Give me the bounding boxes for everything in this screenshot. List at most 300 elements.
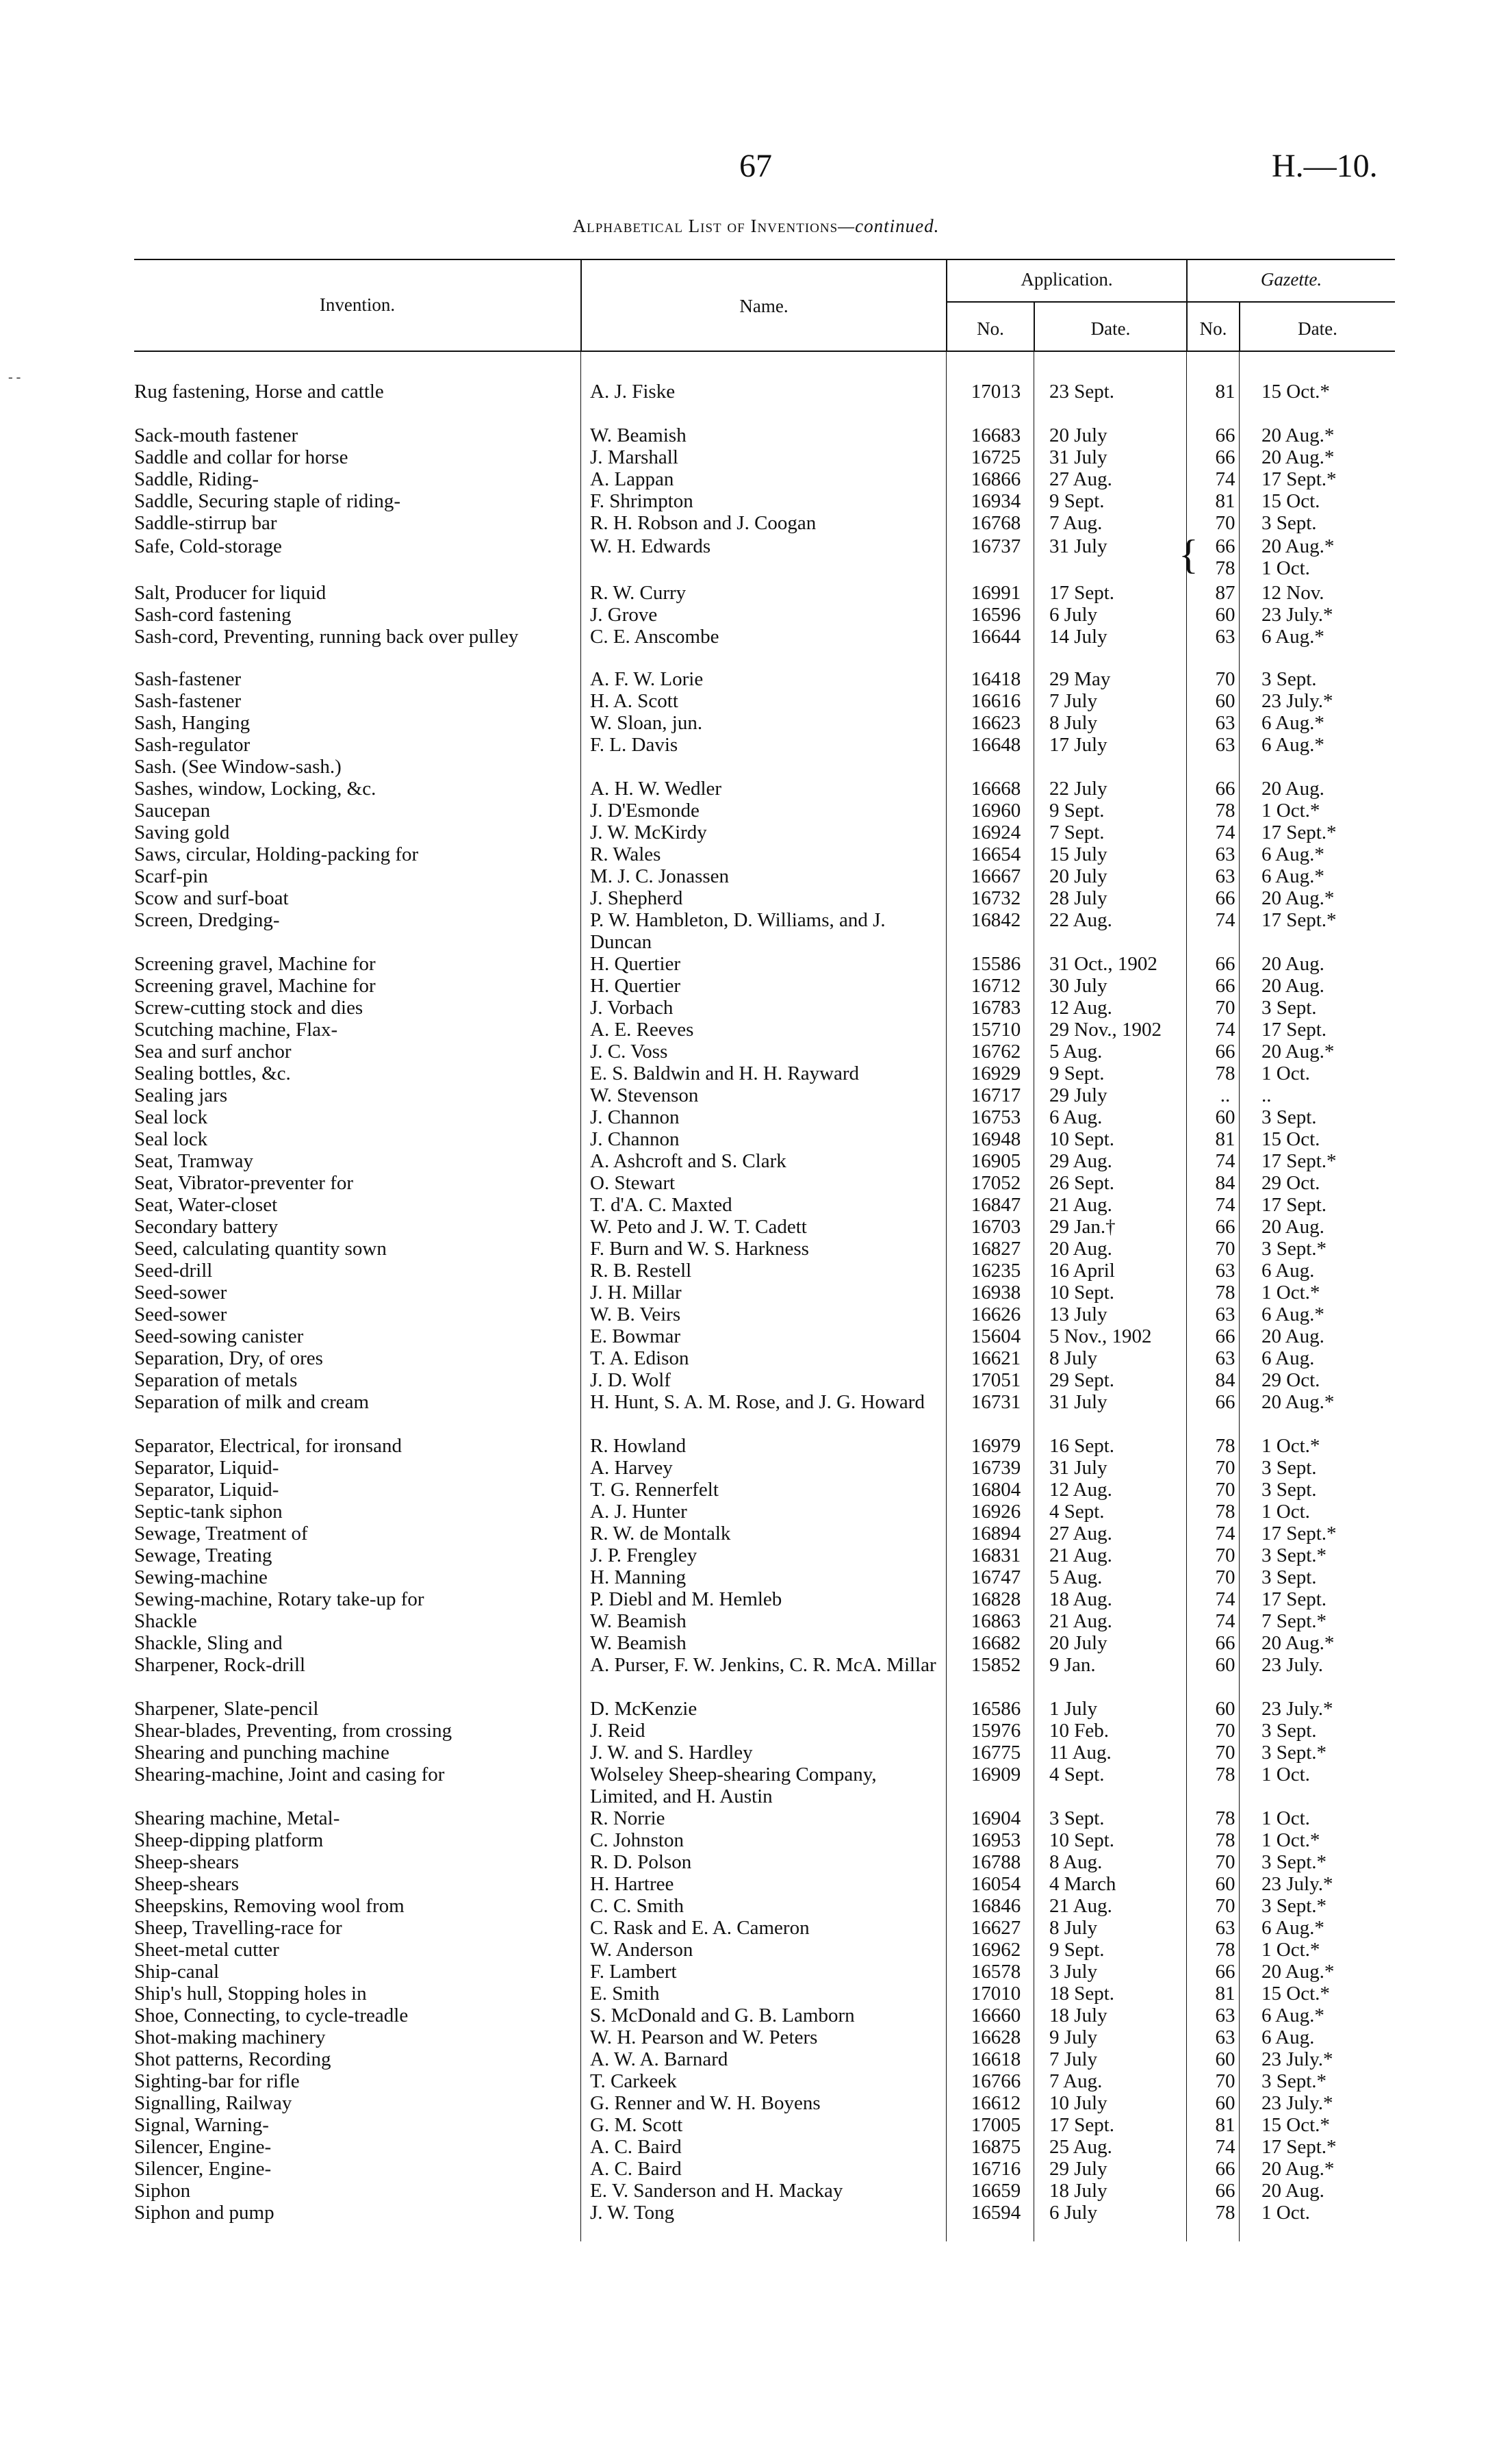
name-cell: W. H. Pearson and W. Peters (590, 2026, 818, 2048)
application-date-cell: 11 Aug. (1049, 1742, 1112, 1764)
application-date-cell: 18 July (1049, 2180, 1107, 2202)
application-number-cell: 16667 (971, 865, 1021, 887)
gazette-date-cell: 23 July.* (1261, 604, 1333, 626)
gazette-date-cell: 3 Sept.* (1261, 1238, 1327, 1260)
application-date-cell: 12 Aug. (1049, 997, 1112, 1019)
gazette-date-cell: 6 Aug. (1261, 2026, 1315, 2048)
application-number-cell: 16739 (971, 1457, 1021, 1479)
gazette-date-cell: 20 Aug.* (1261, 1391, 1335, 1413)
invention-cell: Signal, Warning- (134, 2114, 269, 2136)
invention-cell: Sheepskins, Removing wool from (134, 1895, 405, 1917)
application-number-cell: 16235 (971, 1260, 1021, 1282)
application-number-cell: 16612 (971, 2092, 1021, 2114)
gazette-date-cell: 20 Aug.* (1261, 446, 1335, 468)
application-number-cell: 16775 (971, 1742, 1021, 1764)
application-number-cell: 16783 (971, 997, 1021, 1019)
gazette-number-cell: 74 (1215, 1610, 1235, 1632)
name-cell: R. Norrie (590, 1807, 665, 1829)
application-number-cell: 16842 (971, 909, 1021, 931)
name-cell: R. W. de Montalk (590, 1523, 731, 1544)
gazette-number-cell: 74 (1215, 1588, 1235, 1610)
application-date-cell: 31 July (1049, 446, 1107, 468)
application-date-cell: 27 Aug. (1049, 1523, 1112, 1544)
invention-cell: Sashes, window, Locking, &c. (134, 778, 376, 800)
name-cell: W. Beamish (590, 1632, 687, 1654)
name-cell: A. H. W. Wedler (590, 778, 722, 800)
gazette-number-cell: 84 (1215, 1369, 1235, 1391)
gazette-number-cell: 78 (1215, 1764, 1235, 1785)
application-date-cell: 29 Sept. (1049, 1369, 1115, 1391)
invention-cell: Scow and surf-boat (134, 887, 289, 909)
body-divider-1 (580, 352, 581, 2241)
gazette-number-cell: 66 (1215, 887, 1235, 909)
invention-cell: Seal lock (134, 1106, 208, 1128)
gazette-date-cell: 3 Sept. (1261, 668, 1317, 690)
application-number-cell: 16703 (971, 1216, 1021, 1238)
application-date-cell: 16 April (1049, 1260, 1115, 1282)
application-date-cell: 13 July (1049, 1303, 1107, 1325)
application-number-cell: 17013 (971, 381, 1021, 403)
application-date-cell: 29 Aug. (1049, 1150, 1112, 1172)
application-number-cell: 16991 (971, 582, 1021, 604)
invention-cell: Shear-blades, Preventing, from crossing (134, 1720, 452, 1742)
gazette-number-cell: 63 (1215, 626, 1235, 648)
invention-cell: Septic-tank siphon (134, 1501, 283, 1523)
gazette-date-cell: 20 Aug.* (1261, 887, 1335, 909)
gazette-date-cell: 23 July.* (1261, 690, 1333, 712)
gazette-date-cell: 6 Aug. (1261, 1260, 1315, 1282)
application-number-cell: 17005 (971, 2114, 1021, 2136)
name-cell: W. Beamish (590, 1610, 687, 1632)
gazette-date-cell: 23 July.* (1261, 1873, 1333, 1895)
application-number-cell: 16762 (971, 1041, 1021, 1063)
name-cell: W. Beamish (590, 424, 687, 446)
invention-cell: Seed-sower (134, 1282, 227, 1303)
invention-cell: Sash-regulator (134, 734, 251, 756)
invention-cell: Separation of metals (134, 1369, 298, 1391)
header-gaz-no: No. (1199, 318, 1227, 339)
application-date-cell: 18 Aug. (1049, 1588, 1112, 1610)
invention-cell: Seal lock (134, 1128, 208, 1150)
application-date-cell: 31 July (1049, 1457, 1107, 1479)
gazette-number-cell: 74 (1215, 909, 1235, 931)
application-date-cell: 10 July (1049, 2092, 1107, 2114)
gazette-number-cell: 74 (1215, 1150, 1235, 1172)
name-cell: G. M. Scott (590, 2114, 683, 2136)
application-number-cell: 16828 (971, 1588, 1021, 1610)
application-number-cell: 16731 (971, 1391, 1021, 1413)
gazette-date-cell: 1 Oct. (1261, 1063, 1310, 1084)
invention-cell: Screw-cutting stock and dies (134, 997, 363, 1019)
invention-cell: Saving gold (134, 822, 230, 843)
name-cell: C. E. Anscombe (590, 626, 719, 648)
application-date-cell: 20 July (1049, 1632, 1107, 1654)
gazette-number-cell: 66 (1215, 975, 1235, 997)
application-number-cell: 16753 (971, 1106, 1021, 1128)
application-number-cell: 16929 (971, 1063, 1021, 1084)
invention-cell: Sheep-dipping platform (134, 1829, 324, 1851)
gazette-number-cell: 70 (1215, 1895, 1235, 1917)
name-cell: C. Rask and E. A. Cameron (590, 1917, 810, 1939)
gazette-date-cell: 6 Aug.* (1261, 1303, 1324, 1325)
name-cell: A. W. A. Barnard (590, 2048, 728, 2070)
application-number-cell: 16716 (971, 2158, 1021, 2180)
gazette-number-cell: 78 (1215, 557, 1235, 579)
invention-cell: Signalling, Railway (134, 2092, 292, 2114)
application-number-cell: 16682 (971, 1632, 1021, 1654)
application-date-cell: 5 Aug. (1049, 1566, 1103, 1588)
name-cell: J. Shepherd (590, 887, 683, 909)
application-date-cell: 7 Aug. (1049, 2070, 1103, 2092)
invention-cell: Separation of milk and cream (134, 1391, 370, 1413)
gazette-date-cell: 20 Aug.* (1261, 1041, 1335, 1063)
invention-cell: Seat, Tramway (134, 1150, 253, 1172)
gazette-number-cell: 74 (1215, 1523, 1235, 1544)
name-cell: P. Diebl and M. Hemleb (590, 1588, 782, 1610)
gazette-number-cell: 87 (1215, 582, 1235, 604)
gazette-date-cell: 17 Sept. (1261, 1194, 1327, 1216)
application-date-cell: 27 Aug. (1049, 468, 1112, 490)
gazette-number-cell: 60 (1215, 1654, 1235, 1676)
name-cell: A. J. Fiske (590, 381, 676, 403)
name-cell: H. Hartree (590, 1873, 674, 1895)
gazette-date-cell: 1 Oct.* (1261, 800, 1320, 822)
invention-cell: Saddle and collar for horse (134, 446, 348, 468)
gazette-date-cell: 3 Sept.* (1261, 1742, 1327, 1764)
application-number-cell: 17051 (971, 1369, 1021, 1391)
application-date-cell: 12 Aug. (1049, 1479, 1112, 1501)
name-cell: J. P. Frengley (590, 1544, 697, 1566)
gazette-number-cell: 66 (1215, 446, 1235, 468)
gazette-number-cell: 74 (1215, 1194, 1235, 1216)
name-cell: E. S. Baldwin and H. H. Rayward (590, 1063, 860, 1084)
name-cell: J. H. Millar (590, 1282, 682, 1303)
application-date-cell: 21 Aug. (1049, 1895, 1112, 1917)
invention-cell: Sash-cord fastening (134, 604, 292, 626)
application-date-cell: 4 Sept. (1049, 1501, 1105, 1523)
invention-cell: Seat, Water-closet (134, 1194, 278, 1216)
gazette-date-cell: 3 Sept. (1261, 1720, 1317, 1742)
application-date-cell: 8 Aug. (1049, 1851, 1103, 1873)
gazette-date-cell: 20 Aug. (1261, 778, 1324, 800)
application-date-cell: 10 Sept. (1049, 1128, 1115, 1150)
gazette-number-cell: 70 (1215, 512, 1235, 534)
application-number-cell: 16660 (971, 2005, 1021, 2026)
gazette-number-cell: 60 (1215, 2092, 1235, 2114)
name-cell: A. J. Hunter (590, 1501, 687, 1523)
application-number-cell: 15976 (971, 1720, 1021, 1742)
gazette-number-cell: 78 (1215, 1501, 1235, 1523)
invention-cell: Sewing-machine, Rotary take-up for (134, 1588, 424, 1610)
invention-cell: Sea and surf anchor (134, 1041, 292, 1063)
gazette-date-cell: 6 Aug.* (1261, 1917, 1324, 1939)
gazette-date-cell: 3 Sept.* (1261, 1851, 1327, 1873)
application-date-cell: 5 Aug. (1049, 1041, 1103, 1063)
application-number-cell: 16683 (971, 424, 1021, 446)
application-number-cell: 16654 (971, 843, 1021, 865)
invention-cell: Separator, Electrical, for ironsand (134, 1435, 402, 1457)
application-number-cell: 16866 (971, 468, 1021, 490)
gazette-number-cell: 78 (1215, 1282, 1235, 1303)
application-date-cell: 9 Sept. (1049, 1063, 1105, 1084)
gazette-date-cell: 3 Sept. (1261, 1106, 1317, 1128)
table-caption (0, 216, 1512, 237)
application-number-cell: 16926 (971, 1501, 1021, 1523)
name-cell: J. Channon (590, 1128, 680, 1150)
gazette-number-cell: 63 (1215, 865, 1235, 887)
application-date-cell: 9 Sept. (1049, 1939, 1105, 1961)
header-gaz-date: Date. (1298, 318, 1337, 339)
application-number-cell: 16054 (971, 1873, 1021, 1895)
gazette-number-cell: 66 (1215, 1391, 1235, 1413)
application-date-cell: 6 July (1049, 2202, 1098, 2224)
name-cell: J. D'Esmonde (590, 800, 700, 822)
application-date-cell: 29 May (1049, 668, 1111, 690)
application-date-cell: 18 July (1049, 2005, 1107, 2026)
application-date-cell: 31 July (1049, 535, 1107, 557)
gazette-date-cell: 3 Sept.* (1261, 1544, 1327, 1566)
application-date-cell: 7 Sept. (1049, 822, 1105, 843)
application-date-cell: 3 July (1049, 1961, 1098, 1983)
gazette-date-cell: 1 Oct.* (1261, 1435, 1320, 1457)
header-invention: Invention. (319, 294, 396, 315)
gazette-date-cell: 20 Aug. (1261, 1216, 1324, 1238)
application-number-cell: 17010 (971, 1983, 1021, 2005)
invention-cell: Saws, circular, Holding-packing for (134, 843, 419, 865)
invention-cell: Sash-cord, Preventing, running back over pulley (134, 626, 519, 648)
gazette-number-cell: 63 (1215, 2026, 1235, 2048)
name-cell: P. W. Hambleton, D. Williams, and J. Duncan (590, 909, 886, 953)
gazette-number-cell: 70 (1215, 997, 1235, 1019)
invention-cell: Separator, Liquid- (134, 1479, 279, 1501)
margin-mark: - - (8, 370, 21, 385)
application-number-cell: 16586 (971, 1698, 1021, 1720)
header-gazette: Gazette. (1260, 269, 1322, 290)
application-number-cell: 16979 (971, 1435, 1021, 1457)
gazette-number-cell: 81 (1215, 1128, 1235, 1150)
gazette-number-cell: 63 (1215, 1917, 1235, 1939)
application-number-cell: 16962 (971, 1939, 1021, 1961)
gazette-number-cell: 66 (1215, 535, 1235, 557)
application-number-cell: 16418 (971, 668, 1021, 690)
gazette-number-cell: 66 (1215, 953, 1235, 975)
invention-cell: Sheep-shears (134, 1851, 240, 1873)
page-number: 67 (739, 148, 772, 184)
application-date-cell: 7 July (1049, 690, 1098, 712)
application-number-cell: 16725 (971, 446, 1021, 468)
name-cell: T. d'A. C. Maxted (590, 1194, 732, 1216)
name-cell: J. Marshall (590, 446, 678, 468)
gazette-date-cell: 15 Oct. (1261, 1128, 1320, 1150)
name-cell: W. Stevenson (590, 1084, 699, 1106)
invention-cell: Sheep-shears (134, 1873, 240, 1895)
application-date-cell: 30 July (1049, 975, 1107, 997)
gazette-number-cell: 60 (1215, 1698, 1235, 1720)
application-number-cell: 15710 (971, 1019, 1021, 1041)
gazette-number-cell: 78 (1215, 800, 1235, 822)
gazette-date-cell: 1 Oct. (1261, 2202, 1310, 2224)
application-date-cell: 16 Sept. (1049, 1435, 1115, 1457)
invention-cell: Screening gravel, Machine for (134, 953, 376, 975)
application-date-cell: 29 July (1049, 2158, 1107, 2180)
brace-symbol: { (1179, 532, 1199, 577)
gazette-number-cell: 70 (1215, 1457, 1235, 1479)
name-cell: W. H. Edwards (590, 535, 711, 557)
gazette-date-cell: 3 Sept.* (1261, 2070, 1327, 2092)
application-date-cell: 14 July (1049, 626, 1107, 648)
name-cell: T. G. Rennerfelt (590, 1479, 719, 1501)
invention-cell: Sealing jars (134, 1084, 228, 1106)
name-cell: S. McDonald and G. B. Lamborn (590, 2005, 855, 2026)
invention-cell: Shackle, Sling and (134, 1632, 283, 1654)
gazette-number-cell: 66 (1215, 1961, 1235, 1983)
gazette-date-cell: 6 Aug. (1261, 1347, 1315, 1369)
application-date-cell: 9 July (1049, 2026, 1098, 2048)
application-number-cell: 16659 (971, 2180, 1021, 2202)
application-date-cell: 7 July (1049, 2048, 1098, 2070)
invention-cell: Shearing and punching machine (134, 1742, 389, 1764)
gazette-number-cell: 60 (1215, 604, 1235, 626)
gazette-number-cell: 66 (1215, 1216, 1235, 1238)
name-cell: A. F. W. Lorie (590, 668, 704, 690)
application-date-cell: 18 Sept. (1049, 1983, 1115, 2005)
name-cell: T. A. Edison (590, 1347, 689, 1369)
gazette-date-cell: 23 July. (1261, 1654, 1323, 1676)
name-cell: A. Lappan (590, 468, 674, 490)
gazette-date-cell: 3 Sept. (1261, 997, 1317, 1019)
name-cell: D. McKenzie (590, 1698, 697, 1720)
name-cell: H. Quertier (590, 953, 681, 975)
gazette-date-cell: 20 Aug.* (1261, 535, 1335, 557)
invention-cell: Sealing bottles, &c. (134, 1063, 291, 1084)
header-app-date: Date. (1090, 318, 1131, 339)
gazette-number-cell: 78 (1215, 1063, 1235, 1084)
application-date-cell: 8 July (1049, 1347, 1098, 1369)
invention-cell: Ship-canal (134, 1961, 220, 1983)
gazette-date-cell: 20 Aug. (1261, 975, 1324, 997)
invention-cell: Seed-drill (134, 1260, 213, 1282)
name-cell: R. W. Curry (590, 582, 687, 604)
application-date-cell: 31 July (1049, 1391, 1107, 1413)
gazette-date-cell: 17 Sept.* (1261, 468, 1337, 490)
gazette-number-cell: 60 (1215, 1873, 1235, 1895)
gazette-number-cell: 63 (1215, 843, 1235, 865)
application-date-cell: 20 July (1049, 424, 1107, 446)
gazette-number-cell: 63 (1215, 712, 1235, 734)
application-number-cell: 16594 (971, 2202, 1021, 2224)
invention-cell: Sewage, Treatment of (134, 1523, 308, 1544)
application-number-cell: 15852 (971, 1654, 1021, 1676)
invention-cell: Saucepan (134, 800, 211, 822)
application-number-cell: 16909 (971, 1764, 1021, 1785)
invention-cell: Sack-mouth fastener (134, 424, 298, 446)
name-cell: T. Carkeek (590, 2070, 677, 2092)
gazette-date-cell: 23 July.* (1261, 2048, 1333, 2070)
invention-cell: Sewing-machine (134, 1566, 268, 1588)
header-application: Application. (1021, 269, 1113, 290)
gazette-date-cell: 17 Sept.* (1261, 1150, 1337, 1172)
application-number-cell: 16648 (971, 734, 1021, 756)
gazette-date-cell: 1 Oct. (1261, 1764, 1310, 1785)
application-date-cell: 8 July (1049, 712, 1098, 734)
gazette-number-cell: 70 (1215, 1720, 1235, 1742)
application-number-cell: 16578 (971, 1961, 1021, 1983)
name-cell: A. C. Baird (590, 2136, 682, 2158)
gazette-number-cell: 60 (1215, 2048, 1235, 2070)
application-date-cell: 5 Nov., 1902 (1049, 1325, 1152, 1347)
gazette-date-cell: 23 July.* (1261, 2092, 1333, 2114)
gazette-date-cell: 3 Sept.* (1261, 1895, 1327, 1917)
invention-cell: Screen, Dredging- (134, 909, 280, 931)
name-cell: J. Vorbach (590, 997, 674, 1019)
gazette-number-cell: 66 (1215, 2158, 1235, 2180)
caption-continued: —continued. (838, 216, 940, 236)
application-number-cell: 16953 (971, 1829, 1021, 1851)
gazette-date-cell: 17 Sept.* (1261, 2136, 1337, 2158)
invention-cell: Sheep, Travelling-race for (134, 1917, 342, 1939)
header-app-no: No. (977, 318, 1004, 339)
application-number-cell: 16847 (971, 1194, 1021, 1216)
invention-cell: Ship's hull, Stopping holes in (134, 1983, 367, 2005)
name-cell: F. L. Davis (590, 734, 678, 756)
application-number-cell: 16894 (971, 1523, 1021, 1544)
application-date-cell: 20 July (1049, 865, 1107, 887)
gazette-date-cell: 1 Oct. (1261, 1501, 1310, 1523)
invention-cell: Scutching machine, Flax- (134, 1019, 338, 1041)
application-date-cell: 17 Sept. (1049, 582, 1115, 604)
application-number-cell: 16616 (971, 690, 1021, 712)
application-number-cell: 16618 (971, 2048, 1021, 2070)
gazette-number-cell: 78 (1215, 1829, 1235, 1851)
invention-cell: Siphon and pump (134, 2202, 274, 2224)
invention-cell: Saddle-stirrup bar (134, 512, 277, 534)
gazette-number-cell: 81 (1215, 490, 1235, 512)
document-code: H.—10. (1272, 148, 1378, 184)
gazette-date-cell: 20 Aug.* (1261, 1632, 1335, 1654)
gazette-number-cell: 74 (1215, 822, 1235, 843)
name-cell: H. A. Scott (590, 690, 678, 712)
application-date-cell: 1 July (1049, 1698, 1098, 1720)
application-date-cell: 22 Aug. (1049, 909, 1112, 931)
gazette-date-cell: 29 Oct. (1261, 1369, 1320, 1391)
gazette-number-cell: 63 (1215, 2005, 1235, 2026)
name-cell: H. Quertier (590, 975, 681, 997)
name-cell: E. Bowmar (590, 1325, 681, 1347)
header-name: Name. (739, 296, 789, 316)
gazette-date-cell: 20 Aug.* (1261, 1961, 1335, 1983)
name-cell: A. E. Reeves (590, 1019, 694, 1041)
invention-cell: Shackle (134, 1610, 197, 1632)
invention-cell: Shot patterns, Recording (134, 2048, 331, 2070)
gazette-date-cell: 17 Sept.* (1261, 1523, 1337, 1544)
invention-cell: Separation, Dry, of ores (134, 1347, 323, 1369)
invention-cell: Shearing-machine, Joint and casing for (134, 1764, 445, 1785)
gazette-number-cell: 60 (1215, 1106, 1235, 1128)
application-number-cell: 16768 (971, 512, 1021, 534)
application-number-cell: 16668 (971, 778, 1021, 800)
application-date-cell: 17 Sept. (1049, 2114, 1115, 2136)
name-cell: M. J. C. Jonassen (590, 865, 730, 887)
header-top-rule (134, 259, 1395, 260)
name-cell: C. Johnston (590, 1829, 684, 1851)
gazette-date-cell: 29 Oct. (1261, 1172, 1320, 1194)
name-cell: R. B. Restell (590, 1260, 692, 1282)
application-number-cell: 16621 (971, 1347, 1021, 1369)
gazette-number-cell: 70 (1215, 1566, 1235, 1588)
name-cell: J. D. Wolf (590, 1369, 671, 1391)
application-date-cell: 22 July (1049, 778, 1107, 800)
application-number-cell: 16863 (971, 1610, 1021, 1632)
